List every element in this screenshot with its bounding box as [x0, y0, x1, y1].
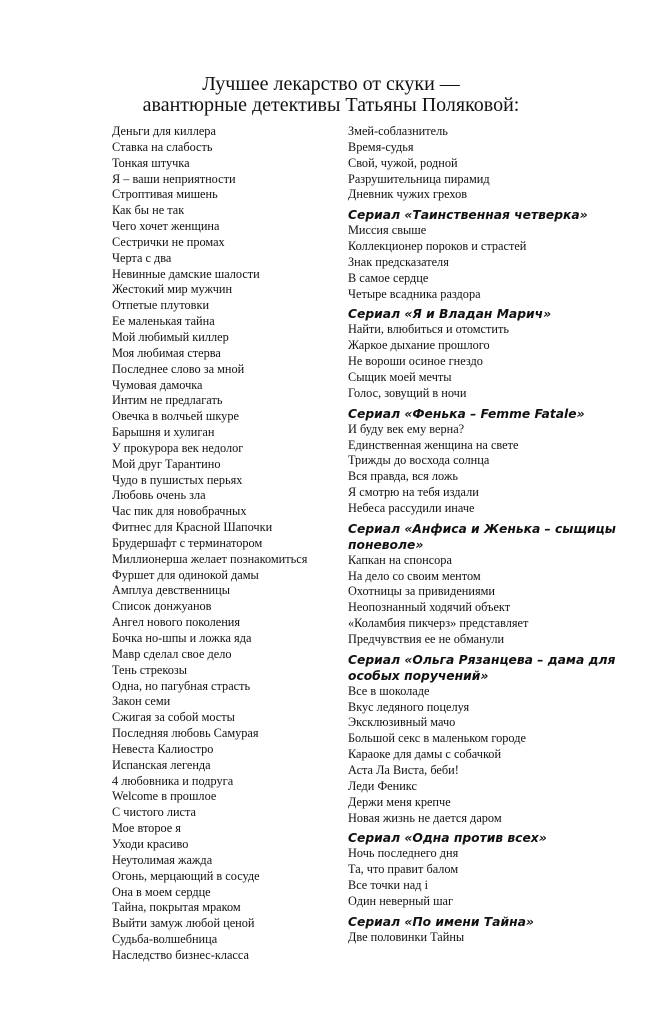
book-title: Час пик для новобрачных	[112, 504, 247, 519]
book-title: Две половинки Тайны	[348, 929, 465, 944]
book-title: Мой друг Тарантино	[112, 456, 221, 471]
series-heading: Сериал «Таинственная четверка»	[348, 208, 588, 223]
book-title: Закон семи	[112, 694, 171, 709]
book-title: Время-судья	[348, 139, 414, 154]
book-title: Новая жизнь не дается даром	[348, 810, 502, 825]
book-title: В самое сердце	[348, 270, 429, 285]
book-title: Держи меня крепче	[348, 794, 451, 809]
book-title: Мавр сделал свое дело	[112, 646, 232, 661]
book-title: Голос, зовущий в ночи	[348, 385, 467, 400]
series-heading: Сериал «Я и Владан Марич»	[348, 307, 552, 322]
book-title: Охотницы за привидениями	[348, 584, 495, 599]
series-heading: Сериал «Одна против всех»	[348, 831, 547, 846]
book-title: Тень стрекозы	[112, 662, 187, 677]
book-title: Моя любимая стерва	[112, 345, 221, 360]
book-title: Вся правда, вся ложь	[348, 469, 458, 484]
book-title: Сыщик моей мечты	[348, 369, 452, 384]
book-title: Неопознанный ходячий объект	[348, 600, 511, 615]
left-column-book-list	[112, 124, 327, 964]
book-title: Змей-соблазнитель	[348, 124, 448, 138]
book-title: Невинные дамские шалости	[112, 266, 260, 281]
right-column-book-list	[348, 124, 633, 946]
book-title: Трижды до восхода солнца	[348, 453, 490, 468]
book-title: Мой любимый киллер	[112, 329, 229, 344]
book-title: Коллекционер пороков и страстей	[348, 239, 527, 254]
book-title: Та, что правит балом	[348, 862, 459, 877]
book-title: Эксклюзивный мачо	[348, 715, 456, 730]
book-title: Тонкая штучка	[112, 155, 190, 170]
series-heading: Сериал «По имени Тайна»	[348, 914, 534, 929]
book-title: Наследство бизнес-класса	[112, 947, 249, 962]
book-title: Ангел нового поколения	[112, 615, 241, 630]
book-title: Она в моем сердце	[112, 884, 211, 899]
book-title: Фитнес для Красной Шапочки	[112, 520, 273, 535]
book-title: Знак предсказателя	[348, 254, 449, 269]
book-title: Капкан на спонсора	[348, 552, 452, 567]
book-title: Я – ваши неприятности	[112, 171, 236, 186]
book-title: Испанская легенда	[112, 757, 211, 772]
book-title: Любовь очень зла	[112, 488, 206, 503]
book-title: Судьба-волшебница	[112, 932, 218, 947]
book-title: Не вороши осиное гнездо	[348, 354, 483, 369]
series-heading: Сериал «Фенька – Femme Fatale»	[348, 406, 585, 421]
book-title: Ставка на слабость	[112, 139, 213, 154]
book-title: Миссия свыше	[348, 223, 427, 238]
book-title: Большой секс в маленьком городе	[348, 731, 526, 746]
book-title: Неутолимая жажда	[112, 852, 213, 867]
book-title: Список донжуанов	[112, 599, 212, 614]
book-title: Барышня и хулиган	[112, 425, 215, 440]
book-title: Караоке для дамы с собачкой	[348, 747, 502, 762]
book-title: Один неверный шаг	[348, 893, 454, 908]
book-title: Как бы не так	[112, 203, 185, 218]
book-title: Единственная женщина на свете	[348, 437, 519, 452]
book-title: Дневник чужих грехов	[348, 187, 468, 202]
book-title: Отпетые плутовки	[112, 298, 210, 313]
book-title: Леди Феникс	[348, 778, 417, 793]
series-heading: Сериал «Анфиса и Женька – сыщицы поневоле»	[348, 521, 616, 552]
page-heading	[0, 74, 662, 116]
book-title: Амплуа девственницы	[112, 583, 230, 598]
book-title: Невеста Калиостро	[112, 741, 214, 756]
book-title: Строптивая мишень	[112, 187, 218, 202]
book-title: Миллионерша желает познакомиться	[112, 551, 308, 566]
book-title: Сестрички не промах	[112, 234, 225, 249]
book-title: Четыре всадника раздора	[348, 286, 481, 301]
book-title: Деньги для киллера	[112, 124, 216, 138]
book-title: С чистого листа	[112, 805, 196, 820]
book-title: Черта с два	[112, 250, 172, 265]
book-title: Ее маленькая тайна	[112, 314, 215, 329]
book-title: Огонь, мерцающий в сосуде	[112, 868, 260, 883]
book-title: Я смотрю на тебя издали	[348, 485, 479, 500]
book-title: Найти, влюбиться и отомстить	[348, 322, 509, 337]
book-title: 4 любовника и подруга	[112, 773, 234, 788]
book-title: Одна, но пагубная страсть	[112, 678, 251, 693]
book-title: На дело со своим ментом	[348, 568, 481, 583]
heading-line-1: Лучшее лекарство от скуки —	[202, 73, 460, 95]
book-title: Выйти замуж любой ценой	[112, 916, 255, 931]
book-title: Фуршет для одинокой дамы	[112, 567, 259, 582]
book-title: Овечка в волчьей шкуре	[112, 409, 239, 424]
book-title: Вкус ледяного поцелуя	[348, 699, 470, 714]
book-title: Бочка но-шпы и ложка яда	[112, 631, 252, 645]
series-heading: Сериал «Ольга Рязанцева – дама для особых поручений»	[348, 652, 616, 683]
book-title: Ночь последнего дня	[348, 846, 459, 861]
book-title: Все точки над i	[348, 878, 428, 893]
book-title: Брудершафт с терминатором	[112, 535, 263, 550]
book-title: Небеса рассудили иначе	[348, 500, 475, 515]
book-title: Жаркое дыхание прошлого	[348, 338, 490, 353]
book-title: Свой, чужой, родной	[348, 155, 458, 170]
book-title: Последнее слово за мной	[112, 361, 245, 376]
book-title: Чумовая дамочка	[112, 377, 203, 392]
heading-line-2: авантюрные детективы Татьяны Поляковой:	[142, 94, 520, 116]
book-title: Чего хочет женщина	[112, 219, 220, 234]
book-title: Чудо в пушистых перьях	[112, 472, 243, 487]
book-title: Предчувствия ее не обманули	[348, 631, 505, 646]
book-title: Интим не предлагать	[112, 393, 223, 408]
book-title: У прокурора век недолог	[112, 440, 244, 455]
book-title: Аста Ла Виста, беби!	[348, 763, 459, 777]
book-title: Последняя любовь Самурая	[112, 726, 259, 741]
book-title: И буду век ему верна?	[348, 421, 465, 436]
book-title: Тайна, покрытая мраком	[112, 900, 241, 915]
book-title: Мое второе я	[112, 821, 181, 836]
book-title: Все в шоколаде	[348, 683, 430, 698]
book-title: Уходи красиво	[112, 836, 189, 851]
book-title: Сжигая за собой мосты	[112, 710, 235, 725]
book-title: «Коламбия пикчерз» представляет	[348, 616, 529, 631]
book-title: Welcome в прошлое	[112, 789, 217, 804]
book-title: Жестокий мир мужчин	[112, 282, 233, 297]
book-title: Разрушительница пирамид	[348, 171, 490, 186]
